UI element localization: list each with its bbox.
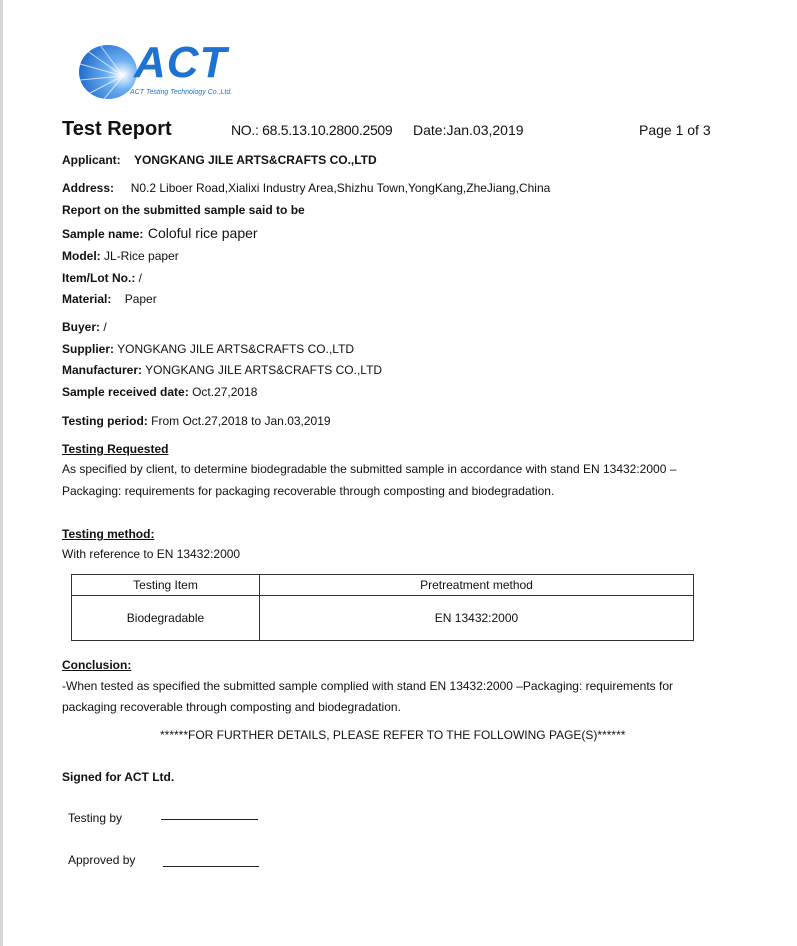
sample-row — [62, 225, 258, 243]
requested-line1: As specified by client, to determine biodegradable the submitted sample in accordance with stand EN 13432:2000 – — [62, 462, 677, 476]
method-heading: Testing method: — [62, 527, 155, 541]
sample-label: Sample name: — [62, 227, 144, 241]
material-row — [62, 292, 157, 306]
received-label: Sample received date: — [62, 385, 189, 399]
test-table — [71, 574, 694, 641]
received-value: Oct.27,2018 — [192, 385, 258, 399]
received-row — [62, 385, 257, 399]
logo-subtitle: ACT Testing Technology Co.,Ltd. — [130, 89, 233, 96]
buyer-row — [62, 320, 107, 334]
applicant-value: YONGKANG JILE ARTS&CRAFTS CO.,LTD — [134, 153, 377, 167]
manufacturer-row — [62, 363, 382, 377]
logo-globe-icon — [78, 44, 138, 100]
item-label: Item/Lot No.: — [62, 271, 136, 285]
conclusion-heading: Conclusion: — [62, 658, 132, 672]
method-text: With reference to EN 13432:2000 — [62, 547, 241, 561]
logo-text: ACT — [134, 38, 228, 87]
address-row — [62, 181, 550, 195]
table-header: Testing Item — [72, 575, 260, 596]
manufacturer-label: Manufacturer: — [62, 363, 143, 377]
applicant-label: Applicant: — [62, 153, 121, 167]
supplier-label: Supplier: — [62, 342, 115, 356]
period-label: Testing period: — [62, 414, 148, 428]
model-value: JL-Rice paper — [104, 249, 179, 263]
item-row — [62, 271, 142, 285]
table-cell: EN 13432:2000 — [260, 596, 694, 641]
testing-by-signature-line — [161, 819, 258, 820]
logo — [78, 38, 248, 100]
report-date: Date:Jan.03,2019 — [413, 122, 524, 138]
supplier-value: YONGKANG JILE ARTS&CRAFTS CO.,LTD — [117, 342, 355, 356]
model-label: Model: — [62, 249, 101, 263]
table-cell: Biodegradable — [72, 596, 260, 641]
testing-by-label: Testing by — [68, 811, 123, 825]
conclusion-line2: packaging recoverable through composting and biodegradation. — [62, 700, 401, 714]
applicant-row — [62, 153, 377, 167]
manufacturer-value: YONGKANG JILE ARTS&CRAFTS CO.,LTD — [145, 363, 383, 377]
report-intro: Report on the submitted sample said to be — [62, 203, 305, 217]
address-label: Address: — [62, 181, 115, 195]
page-number: Page 1 of 3 — [639, 122, 711, 138]
requested-heading: Testing Requested — [62, 442, 169, 456]
material-value: Paper — [124, 292, 157, 306]
period-value: From Oct.27,2018 to Jan.03,2019 — [151, 414, 331, 428]
buyer-label: Buyer: — [62, 320, 101, 334]
supplier-row — [62, 342, 354, 356]
material-label: Material: — [62, 292, 112, 306]
address-value: N0.2 Liboer Road,Xialixi Industry Area,Shizhu Town,YongKang,ZheJiang,China — [130, 181, 551, 195]
report-number: NO.: 68.5.13.10.2800.2509 — [231, 122, 393, 138]
buyer-value: / — [103, 320, 107, 334]
page-edge — [0, 0, 3, 946]
table-header: Pretreatment method — [260, 575, 694, 596]
table-header-row — [72, 575, 694, 596]
conclusion-line1: -When tested as specified the submitted sample complied with stand EN 13432:2000 –Packaging: requirements for — [62, 679, 674, 693]
approved-by-signature-line — [163, 866, 259, 867]
requested-line2: Packaging: requirements for packaging recoverable through composting and biodegradation. — [62, 484, 555, 498]
report-title: Test Report — [62, 118, 172, 140]
model-row — [62, 249, 179, 263]
sample-value: Coloful rice paper — [147, 225, 258, 241]
approved-by-label: Approved by — [68, 853, 136, 867]
signature-heading: Signed for ACT Ltd. — [62, 770, 175, 784]
period-row — [62, 414, 331, 428]
further-details-note: ******FOR FURTHER DETAILS, PLEASE REFER TO THE FOLLOWING PAGE(S)****** — [160, 728, 626, 742]
item-value: / — [138, 271, 143, 285]
table-row — [72, 596, 694, 641]
